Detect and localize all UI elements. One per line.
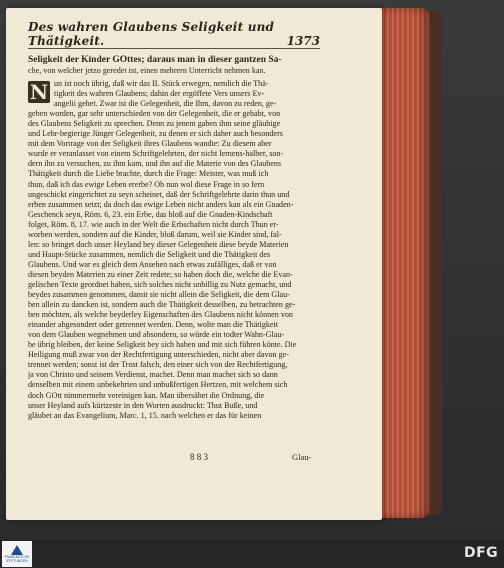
- text-line: folget, Röm. 8, 17. wie auch in der Welt die Erbschaften nicht durch Thun er-: [28, 219, 279, 229]
- institution-logo[interactable]: [2, 541, 32, 567]
- running-head: [28, 20, 320, 49]
- logo-mark-icon: [11, 545, 23, 555]
- dropcap: N: [29, 80, 49, 105]
- text-line: diesen beyden Materien zu einer Zeit redete; so haben doch die, welche die Evan-: [28, 269, 293, 279]
- institution-logo-text: FRANCKESCHE STIFTUNGEN: [4, 555, 30, 563]
- running-title: Des wahren Glaubens Seligkeit und Thätigkeit.: [28, 20, 275, 48]
- viewer-footer: [0, 540, 504, 568]
- text-line: und Haupt-Stücke zusammen, nemlich die Seligkeit und die Thätigkeit des: [28, 249, 271, 259]
- text-line: doch GOtt nimmermehr vereinigen kan. Man übersähet die Ordnung, die: [28, 390, 265, 400]
- text-line: erben zusammen setzt; da doch das ewige Leben nicht anders kan als ein Gnaden-: [28, 199, 294, 209]
- text-line: Glaubens. Und war es gleich dem Ansehen nach etwas zufälliges, daß er von: [28, 259, 277, 269]
- text-line: angelii gehet. Zwar ist die Gelegenheit, die Ihm, davon zu reden, ge-: [54, 99, 277, 109]
- text-line: len: so bringet doch unser Heyland bey dieser Gelegenheit diese beyde Materien: [28, 239, 289, 249]
- dfg-logo[interactable]: DFG: [464, 545, 499, 561]
- book-page-edges: [380, 8, 430, 518]
- text-line: ben allein zu dancken ist, sondern auch die Thätigkeit desselben, zu betrachten ge-: [28, 300, 296, 310]
- text-line: Geschenck seyn, Röm. 6, 23. ein Erbe, das bloß auf die Gnaden-Kindschaft: [28, 209, 273, 219]
- text-line: unser Heyland aufs kürtzeste in den Worten ausdruckt: Thut Buße, und: [28, 400, 258, 410]
- text-line: dern ihn zu versuchen, zu ihm kam, und ihn auf die Materie von des Glaubens: [28, 159, 282, 169]
- text-line: des Glaubens Seligkeit zu sprechen. Denn zu jenem gaben ihm seine gläubige: [28, 119, 281, 129]
- text-line: be übrig bleiben, der keine Seligkeit bey sich haben und mit sich führen könte. Die: [28, 340, 297, 350]
- text-line: Thätigkeit durch die Liebe brachte, durch die Frage: Meister, was muß ich: [28, 169, 269, 179]
- text-line: ungeschickt eingerichtet zu seyn scheinet, daß der Schriftgelehrte darin thun und: [28, 189, 290, 199]
- section-heading: Seligkeit der Kinder GOttes; daraus man in dieser gantzen Sa-: [28, 55, 282, 65]
- text-line: ben möchten, als welche beyderley Eigenschaften des Glaubens nicht können von: [28, 310, 293, 320]
- text-line: gelischen Texte geordnet haben, sich solches nicht unbillig zu Nutz gemacht, und: [28, 279, 292, 289]
- text-line: beydes zusammen genommen, damit sie nicht allein die Seligkeit, die dem Glau-: [28, 290, 290, 300]
- signature-mark: 8 8 3: [190, 452, 208, 462]
- text-line: ja von Christo und seinem Verdienst, machet. Denn man machet sich so dann: [28, 370, 278, 380]
- catchword: Glau-: [292, 452, 312, 462]
- text-line: che, von welcher jetzo geredet ist, einen mehrern Unterricht nehmen kan.: [28, 66, 266, 75]
- text-line: einander abgesondert oder getrennet werden. Denn, wolte man die Thätigkeit: [28, 320, 278, 330]
- page-number: 1373: [286, 34, 320, 48]
- text-line: geben worden, gar sehr unterschieden von der Gelegenheit, die er gehabt, von: [28, 109, 281, 119]
- text-line: und Lehr-begierige Jünger Gelegenheit, zu denen er sich daher auch besonders: [28, 129, 283, 139]
- text-line: wurde er veranlasset von einem Schriftgelehrten, der nicht lernens-halber, son-: [28, 149, 284, 159]
- body-text: [28, 54, 320, 421]
- text-line: von dem Glauben wegnehmen und absondern, so würde ein todter Wahn-Glau-: [28, 330, 285, 340]
- text-line: Heiligung muß zwar von der Rechtfertigung unterschieden, nicht aber davon ge-: [28, 350, 289, 360]
- text-line: mit dem Vortrage von der Seligkeit ihres Glaubens wandte: Zu diesem aber: [28, 139, 272, 149]
- text-line: un ist noch übrig, daß wir das II. Stück erwegen, nemlich die Thä-: [54, 79, 269, 89]
- text-line: thun, daß ich das ewige Leben ererbe? Ob nun wol diese Frage in so fern: [28, 179, 265, 189]
- text-line: worben werden, sondern auf die Kinder, bloß darum, weil sie Kinder sind, fal-: [28, 229, 282, 239]
- text-line: tigkeit des wahren Glaubens; dahin der ergöffete Vers unsers Ev-: [54, 89, 265, 99]
- text-line: trennet werden; sonst ist der Trost falsch, den einer sich von der Rechtfertigung,: [28, 360, 288, 370]
- text-line: gläubet an das Evangelium, Marc. 1, 15. nach welchen er das für keinen: [28, 410, 262, 420]
- text-line: denselben mit einem unbekehrten und unbußfertigen Hertzen, mit welchem sich: [28, 380, 288, 390]
